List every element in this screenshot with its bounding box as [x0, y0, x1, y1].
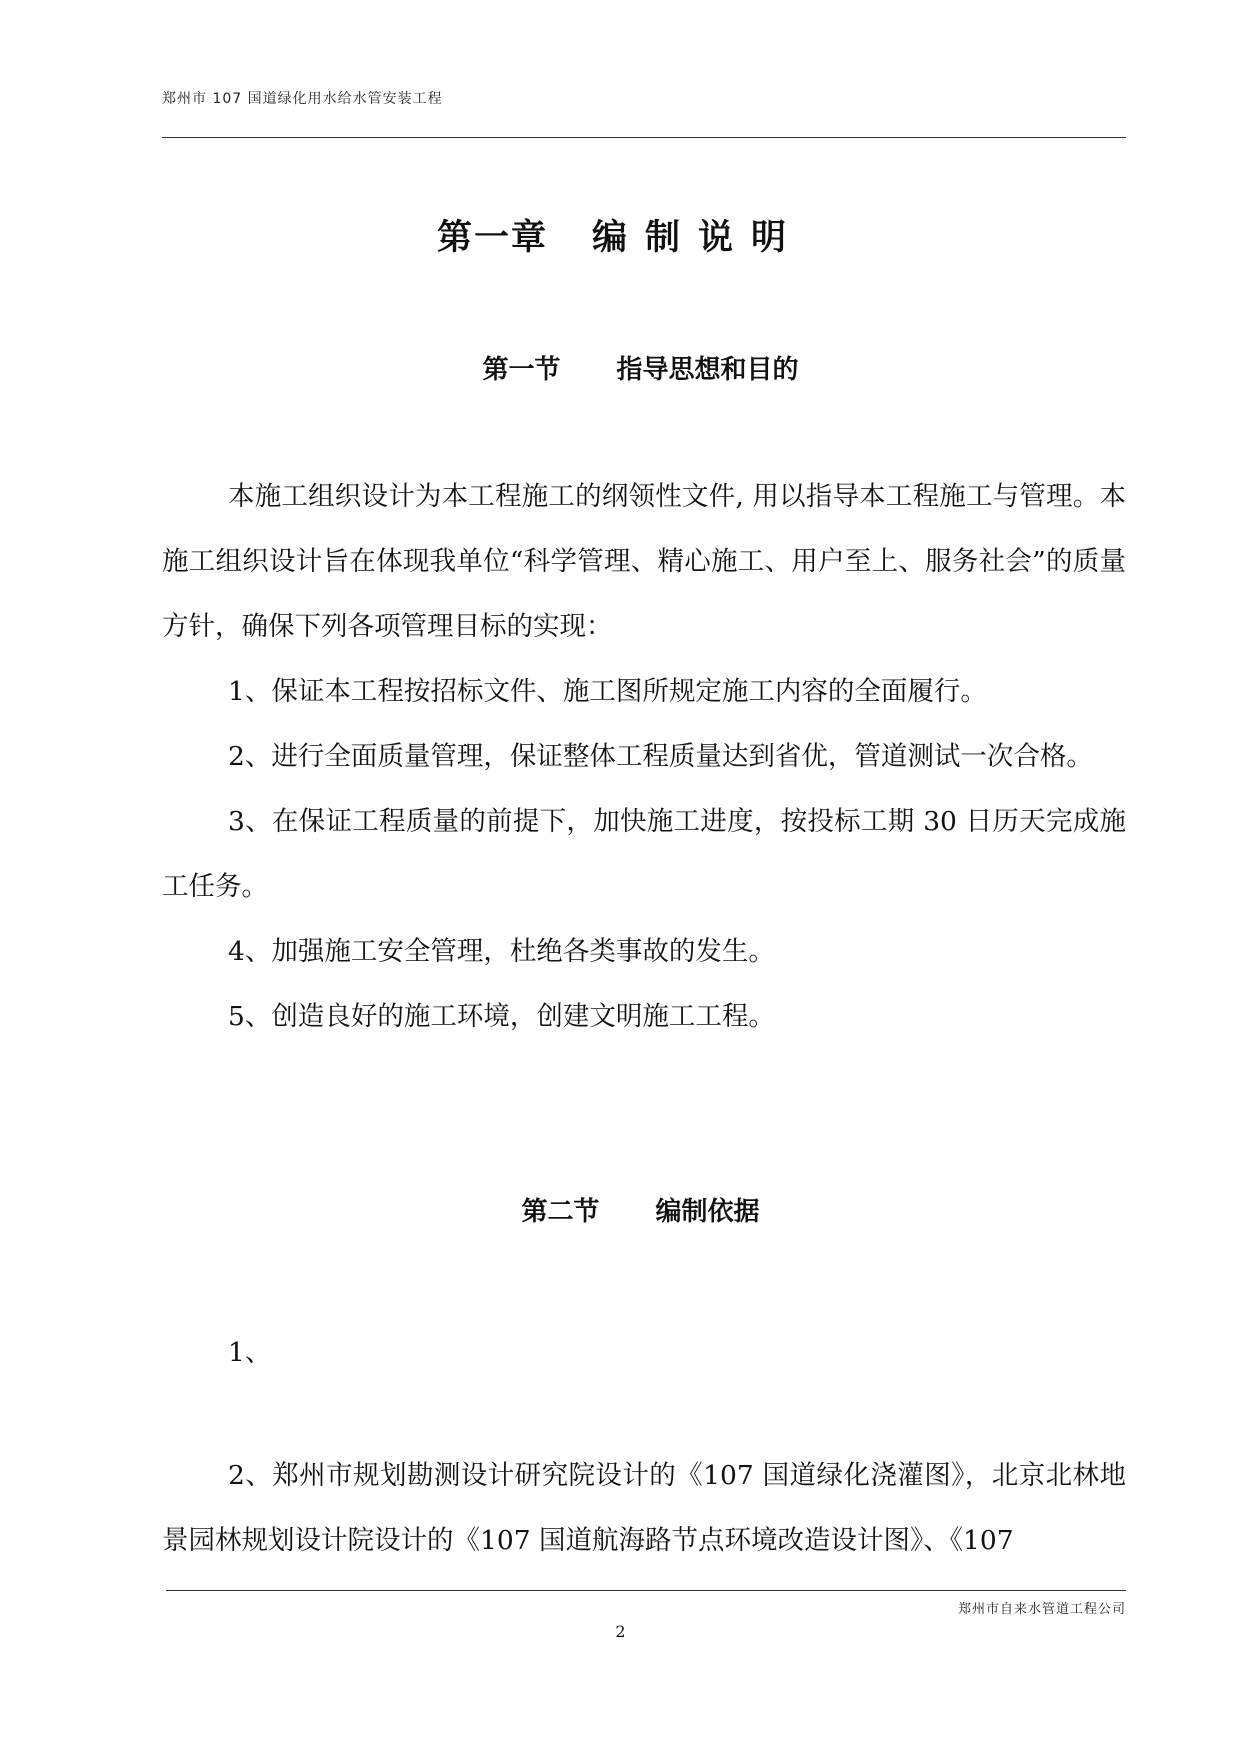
header-divider — [162, 137, 1126, 138]
chapter-title — [0, 210, 1241, 260]
section-2-title: 编制依据 — [655, 1197, 760, 1227]
basis-item-2: 2、郑州市规划勘测设计研究院设计的《107 国道绿化浇灌图》，北京北林地景园林规划设计院设计的《107 国道航海路节点环境改造设计图》、《107 — [162, 1460, 1126, 1556]
goal-item-5: 5、创造良好的施工环境，创建文明施工工程。 — [228, 1001, 775, 1032]
goal-item-2: 2、进行全面质量管理，保证整体工程质量达到省优，管道测试一次合格。 — [228, 741, 1093, 772]
section-1-body — [162, 464, 1126, 1049]
page-header-title: 郑州市 107 国道绿化用水给水管安装工程 — [162, 91, 443, 107]
goal-item-3: 3、在保证工程质量的前提下，加快施工进度，按投标工期 30 日历天完成施工任务。 — [162, 806, 1126, 902]
goal-item-4: 4、加强施工安全管理，杜绝各类事故的发生。 — [228, 936, 775, 967]
basis-item-1: 1、 — [228, 1337, 272, 1368]
footer-company-name: 郑州市自来水管道工程公司 — [957, 1602, 1126, 1617]
goal-item-1: 1、保证本工程按招标文件、施工图所规定施工内容的全面履行。 — [228, 676, 987, 707]
section-1-intro-paragraph: 本施工组织设计为本工程施工的纲领性文件, 用以指导本工程施工与管理。本施工组织设计旨在体现我单位“科学管理、精心施工、用户至上、服务社会”的质量方针，确保下列各项管理目标的实现： — [162, 481, 1126, 642]
section-1-number: 第一节 — [482, 355, 561, 385]
chapter-name: 编制说明 — [592, 218, 805, 258]
section-2-heading — [20, 1191, 1241, 1228]
footer-divider — [166, 1590, 1126, 1591]
page-number: 2 — [615, 1622, 626, 1641]
section-1-heading — [20, 349, 1241, 386]
section-1-title: 指导思想和目的 — [616, 355, 799, 385]
section-2-number: 第二节 — [521, 1197, 600, 1227]
chapter-number: 第一章 — [436, 218, 548, 258]
